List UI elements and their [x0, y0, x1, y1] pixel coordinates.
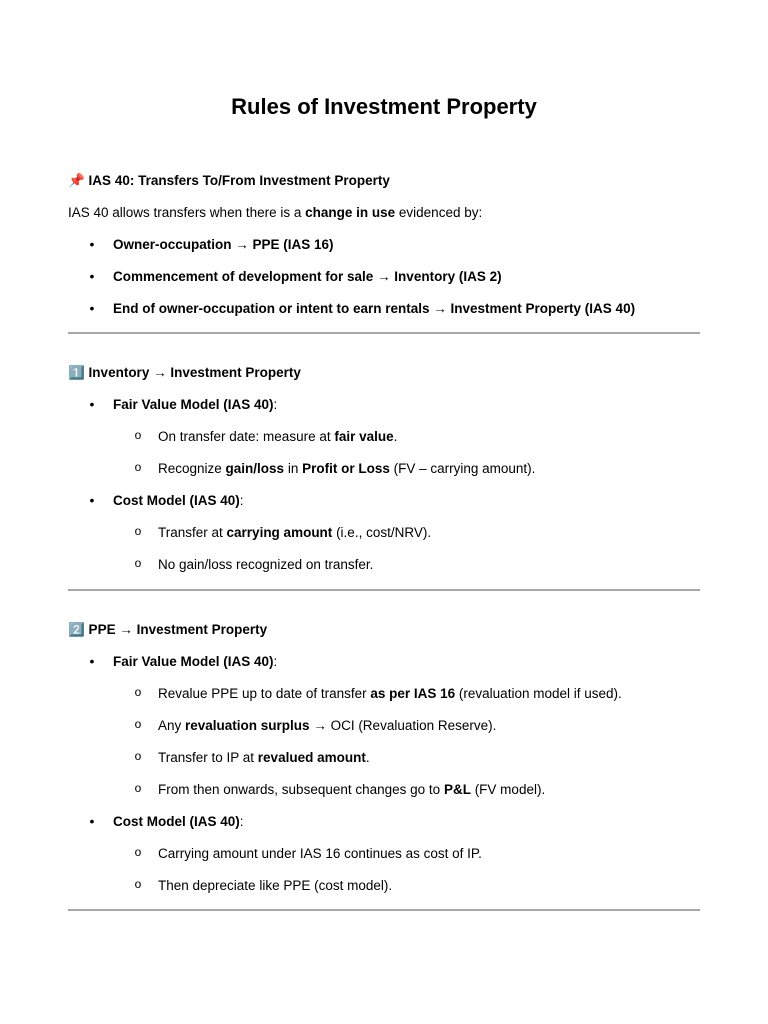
- sub-item-measure-fair-value: [158, 428, 397, 446]
- bullet-marker: •: [89, 300, 95, 316]
- bold-text: as per IAS 16: [370, 686, 456, 701]
- sub-bullet-marker: o: [134, 717, 142, 731]
- text: From then onwards, subsequent changes go to: [158, 782, 444, 797]
- bullet-marker: •: [89, 268, 95, 284]
- label-colon: :: [239, 493, 244, 508]
- fair-value-model-label: Fair Value Model (IAS 40): [113, 654, 274, 669]
- sub-bullet-marker: o: [134, 460, 142, 474]
- bullet-fair-value-model: [113, 396, 277, 414]
- horizontal-divider: [68, 332, 700, 334]
- sub-item-revalue-ppe: [158, 685, 622, 703]
- bold-text: revaluation surplus: [185, 718, 310, 733]
- bullet-marker: •: [89, 396, 95, 412]
- sub-item-depreciate-like-ppe: Then depreciate like PPE (cost model).: [158, 878, 393, 893]
- sub-bullet-marker: o: [134, 781, 142, 795]
- bullet-end-owner-occupation: End of owner-occupation or intent to earn rentals → Investment Property (IAS 40): [113, 301, 636, 316]
- cost-model-label: Cost Model (IAS 40): [113, 814, 240, 829]
- text: Recognize: [158, 461, 226, 476]
- intro-text-bold: change in use: [305, 205, 396, 220]
- text: in: [284, 461, 303, 476]
- bullet-marker: •: [89, 813, 95, 829]
- sub-bullet-marker: o: [134, 749, 142, 763]
- label-colon: :: [273, 654, 278, 669]
- bullet-owner-occupation: Owner-occupation → PPE (IAS 16): [113, 237, 334, 252]
- horizontal-divider: [68, 589, 700, 591]
- section-heading-inventory-to-ip: 1️⃣ Inventory → Investment Property: [68, 365, 301, 380]
- sub-bullet-marker: o: [134, 524, 142, 538]
- bold-text: fair value: [334, 429, 394, 444]
- bold-text: revalued amount: [257, 750, 366, 765]
- text: Transfer to IP at: [158, 750, 258, 765]
- cost-model-label: Cost Model (IAS 40): [113, 493, 240, 508]
- sub-item-subsequent-changes: [158, 781, 545, 799]
- text: Transfer at: [158, 525, 227, 540]
- label-colon: :: [273, 397, 278, 412]
- horizontal-divider: [68, 909, 700, 911]
- sub-item-carrying-amount-continues: Carrying amount under IAS 16 continues as cost of IP.: [158, 846, 482, 861]
- bold-text: carrying amount: [226, 525, 333, 540]
- text: (FV model).: [470, 782, 546, 797]
- bullet-marker: •: [89, 653, 95, 669]
- bold-text: Profit or Loss: [302, 461, 390, 476]
- sub-bullet-marker: o: [134, 556, 142, 570]
- sub-bullet-marker: o: [134, 877, 142, 891]
- text: Any: [158, 718, 186, 733]
- fair-value-model-label: Fair Value Model (IAS 40): [113, 397, 274, 412]
- sub-item-no-gain-loss: No gain/loss recognized on transfer.: [158, 557, 374, 572]
- bullet-cost-model: [113, 813, 244, 831]
- sub-item-transfer-carrying-amount: [158, 524, 431, 542]
- sub-bullet-marker: o: [134, 428, 142, 442]
- text: Revalue PPE up to date of transfer: [158, 686, 371, 701]
- section-heading-ppe-to-ip: 2️⃣ PPE → Investment Property: [68, 622, 268, 637]
- text: .: [393, 429, 398, 444]
- intro-text-start: IAS 40 allows transfers when there is a: [68, 205, 306, 220]
- bold-text: P&L: [443, 782, 471, 797]
- text: → OCI (Revaluation Reserve).: [309, 718, 497, 733]
- bullet-cost-model: [113, 492, 244, 510]
- sub-item-recognize-gain-loss: [158, 460, 535, 478]
- text: (revaluation model if used).: [455, 686, 622, 701]
- sub-bullet-marker: o: [134, 845, 142, 859]
- bold-text: gain/loss: [225, 461, 285, 476]
- text: .: [365, 750, 370, 765]
- sub-item-revalued-amount: [158, 749, 370, 767]
- intro-paragraph: [68, 204, 482, 222]
- text: (i.e., cost/NRV).: [332, 525, 432, 540]
- document-title: Rules of Investment Property: [231, 94, 537, 119]
- bullet-development-for-sale: Commencement of development for sale → Inventory (IAS 2): [113, 269, 502, 284]
- label-colon: :: [239, 814, 244, 829]
- sub-bullet-marker: o: [134, 685, 142, 699]
- bullet-fair-value-model: [113, 653, 277, 671]
- sub-item-revaluation-surplus: [158, 717, 496, 735]
- text: (FV – carrying amount).: [389, 461, 536, 476]
- bullet-marker: •: [89, 236, 95, 252]
- intro-text-end: evidenced by:: [395, 205, 483, 220]
- text: On transfer date: measure at: [158, 429, 335, 444]
- section-heading-ias40-transfers: 📌 IAS 40: Transfers To/From Investment Property: [68, 173, 390, 188]
- bullet-marker: •: [89, 492, 95, 508]
